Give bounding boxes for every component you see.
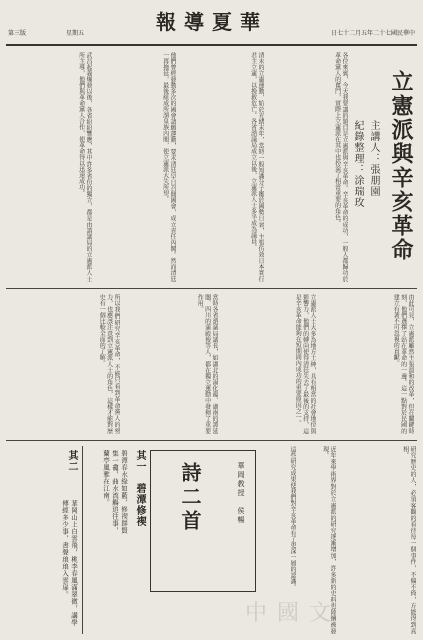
article-headline: 立憲派與辛亥革命 xyxy=(388,70,414,262)
article-lower-column-3: 當時各省諮議局議長，如湖北的湯化龍、湖南的譚延闓、四川的蒲殿俊等人，都在獨立運動中發揮了重要作用。 xyxy=(196,294,218,434)
poem-divider xyxy=(82,446,83,634)
poem-author: 華岡教授 侯暢 xyxy=(237,462,245,525)
side-column-1: 研究歷史的人，必須客觀的看待每一個事件，不偏不倚，方能得到真相。 xyxy=(401,446,416,634)
poem1-heading: 其一 碧潭修禊 xyxy=(134,450,145,527)
poem2-heading: 其二 xyxy=(66,450,77,472)
article-column-1: 各位來賓，今天我要講的題目是立憲派與辛亥革命。辛亥革命的成功，一般人都歸功於革命黨人的奮鬥，實際上立憲派在其中也扮演了相當重要的角色。 xyxy=(333,52,348,282)
side-column-2: 近年來學術界對於立憲派的研究逐漸增加，許多新的史料也陸續被發現。 xyxy=(321,446,336,634)
article-lower-column-4: 所以我們研究辛亥革命，不能只看到革命黨人的努力，也應該注意到立憲派人士的角色，這樣才能對歷史有一個比較全面的了解。 xyxy=(98,294,120,434)
newspaper-title: 報導夏華 xyxy=(156,10,268,34)
section-divider-2 xyxy=(6,440,417,441)
issue-date: 日七十二月五年二十七國民華中 xyxy=(330,30,415,37)
poem2-verse: 華岡山上白雲飛，桃李春風滿翠微，講學傳經多少事，書聲琅琅入雲扉。 xyxy=(61,500,78,626)
recorder-byline: 紀錄整理：涂瑞玫 xyxy=(352,120,363,208)
poem1-verse: 碧潭春水綠如藍，修禊群賢集一龕，曲水流觴追往事，蘭亭風雅在江南。 xyxy=(102,450,128,534)
article-column-2: 清末的立憲運動，始於光緒末年，當時一般知識分子鑑於國勢日衰，主張仿效日本實行君主立憲，以挽救危亡。各省諮議局成立以後，立憲派人士多半成為議員。 xyxy=(249,52,264,282)
section-divider xyxy=(6,288,417,289)
masthead xyxy=(6,4,417,46)
article-lower-column-2: 立憲派人士大多為地方士紳，具有相當的社會地位與影響力，他們的轉向使得清廷失去了最後的支持，這是辛亥革命能夠在短期間內成功的重要原因之一。 xyxy=(294,294,316,434)
side-column-3: 這些研究成果使我們對辛亥革命有了更深一層的認識。 xyxy=(289,446,296,590)
page-label: 第三版 xyxy=(8,30,27,37)
article-column-3: 他們曾經發動多次的國會請願運動，要求清廷早日召開國會，成立責任內閣。然而清廷一再拖延，最後組成所謂皇族內閣，使立憲派大失所望。 xyxy=(161,52,176,282)
poem-title: 詩二首 xyxy=(178,462,202,534)
article-lower-column-1: 由此可見，立憲派雖然主張溫和的改革，但在關鍵時刻，他們選擇了站在革命的一邊。這一點對於民國的建立有著不可忽視的貢獻。 xyxy=(392,294,414,434)
article-column-4: 武昌起義爆發以後，各省紛紛響應，其中許多省份的獨立，都是由諮議局的立憲派人士所主導，他們與革命黨人合作，使革命得以迅速成功。 xyxy=(77,52,92,282)
watermark: 中國文 xyxy=(245,601,342,626)
speaker-byline: 主講人：張朋園 xyxy=(368,120,379,197)
issue-day: 星期五 xyxy=(66,30,85,37)
